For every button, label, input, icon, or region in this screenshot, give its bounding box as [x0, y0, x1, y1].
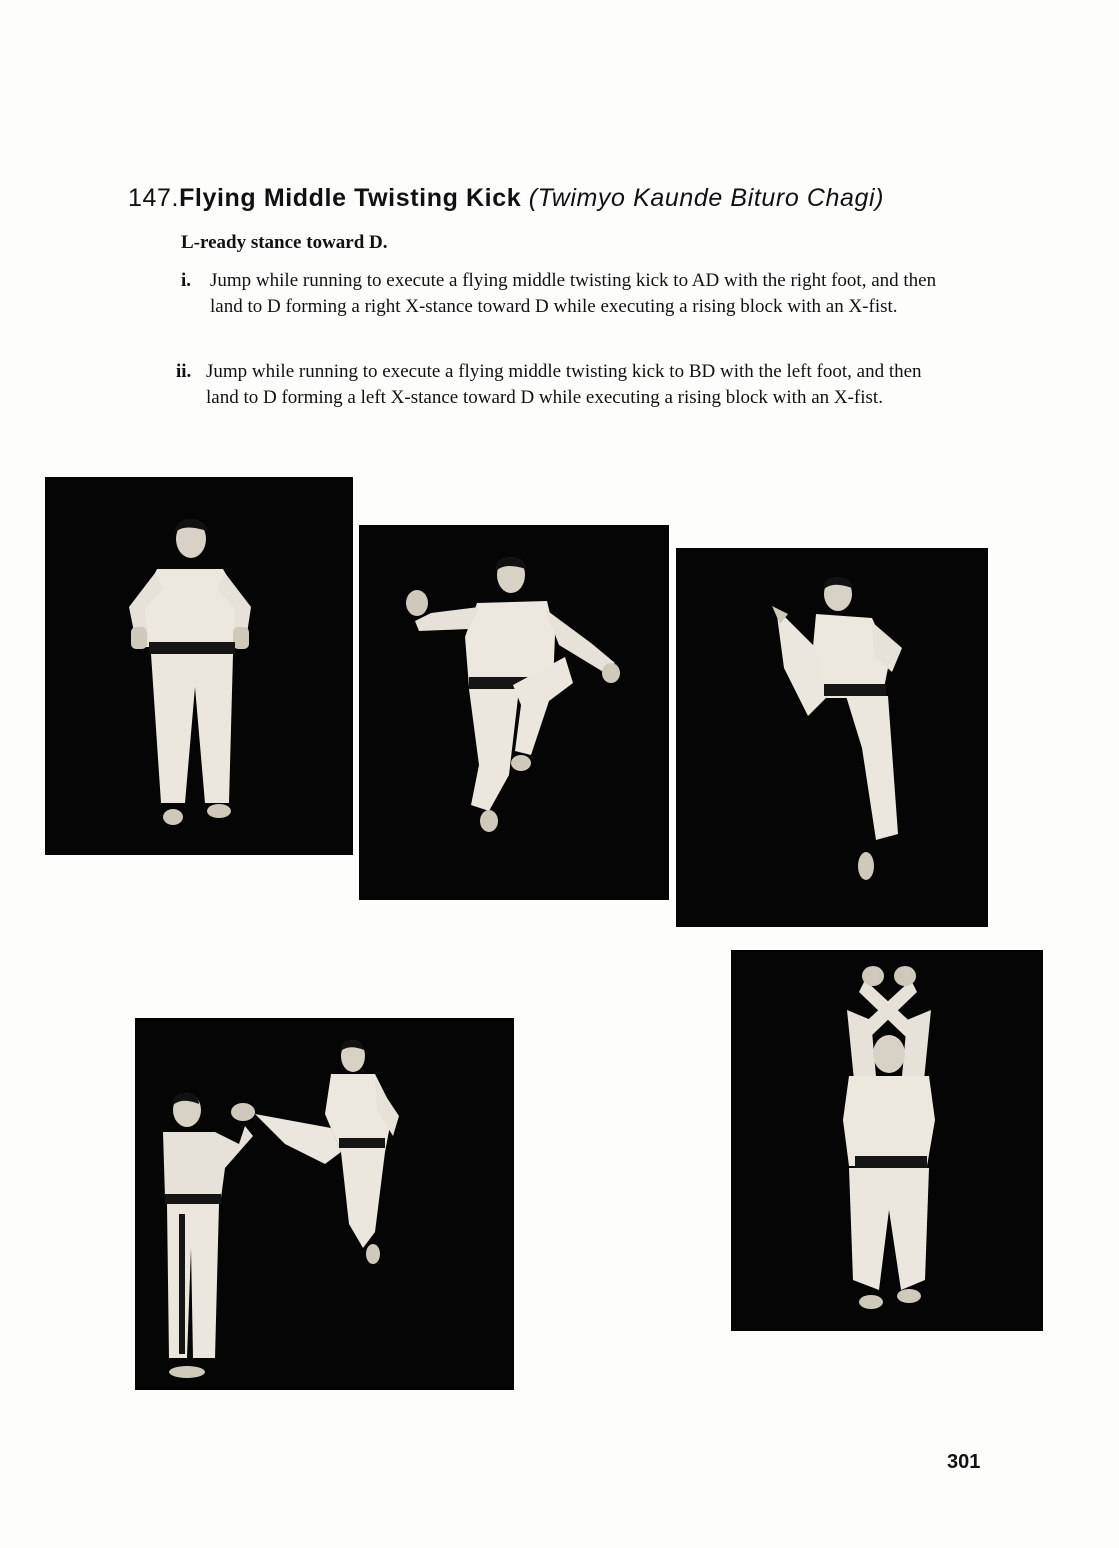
photo-twisting-kick	[676, 548, 988, 927]
photo-ready-stance	[45, 477, 353, 855]
step-text: Jump while running to execute a flying middle twisting kick to AD with the right foot, and then land to D forming a right X-stance toward D while executing a rising block with an X-fist.	[210, 270, 937, 317]
x-fist-block-figure	[731, 950, 1043, 1331]
technique-number: 147.	[128, 184, 180, 212]
page-number: 301	[947, 1451, 981, 1473]
flying-chamber-figure	[359, 525, 669, 900]
technique-korean-name: (Twimyo Kaunde Bituro Chagi)	[528, 184, 885, 212]
ready-stance-heading: L-ready stance toward D.	[181, 232, 388, 253]
step-item	[176, 359, 936, 410]
step-marker: ii.	[176, 361, 192, 382]
technique-title: Flying Middle Twisting Kick	[179, 184, 522, 212]
step-text: Jump while running to execute a flying middle twisting kick to BD with the left foot, and then land to D forming a left X-stance toward D while executing a rising block with an X-fist.	[206, 361, 922, 408]
twisting-kick-figure	[676, 548, 988, 927]
ready-stance-figure	[45, 477, 353, 855]
page-title	[128, 184, 1028, 213]
step-item	[181, 268, 941, 319]
step-marker: i.	[181, 270, 192, 291]
photo-kick-on-partner	[135, 1018, 514, 1390]
partner-demo-figures	[135, 1018, 514, 1390]
photo-flying-chamber	[359, 525, 669, 900]
photo-x-fist-block	[731, 950, 1043, 1331]
